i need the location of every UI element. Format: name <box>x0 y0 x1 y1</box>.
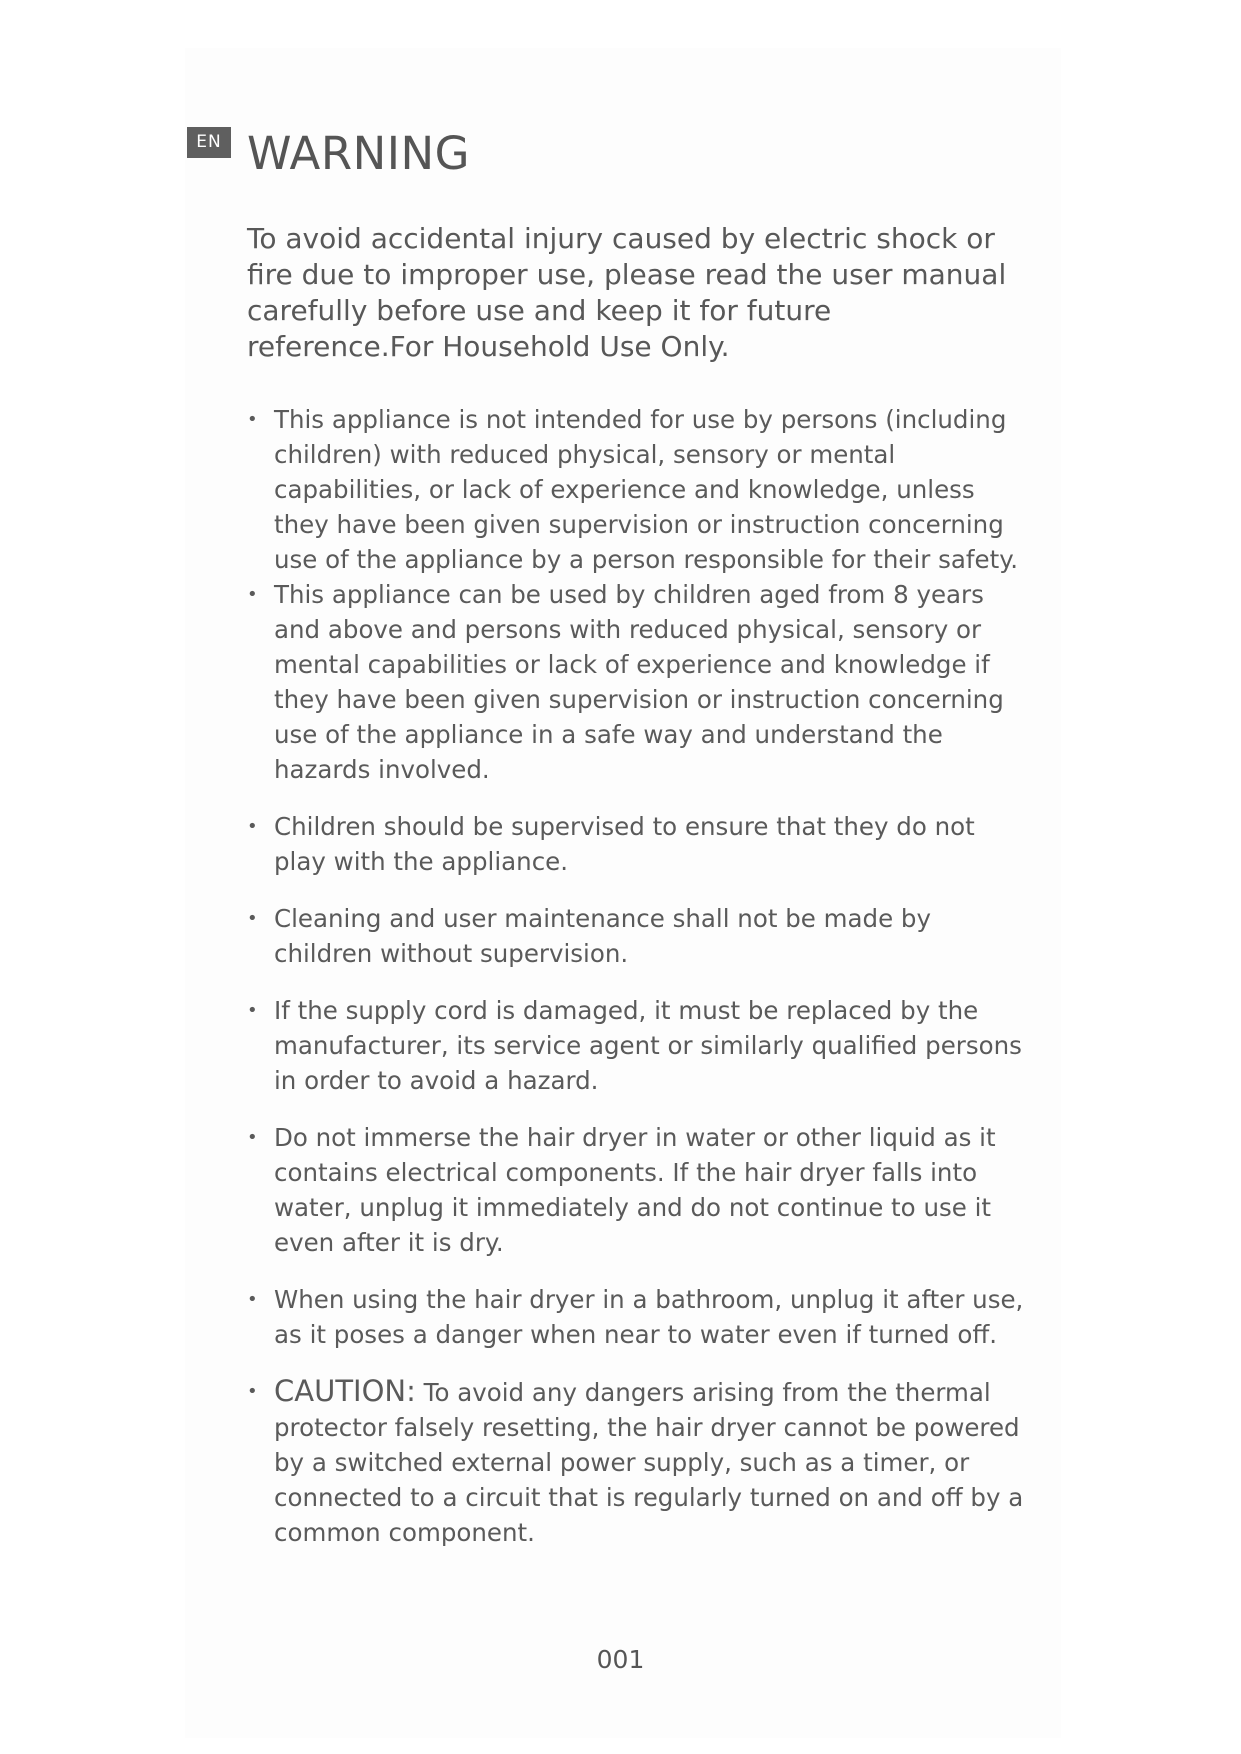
warning-item: • Cleaning and user maintenance shall not be made by children without supervision. <box>247 901 1027 971</box>
page-number: 001 <box>596 1645 645 1674</box>
warning-list <box>247 402 1027 1550</box>
warning-item: • Do not immerse the hair dryer in water or other liquid as it contains electrical components. If the hair dryer falls into water, unplug it immediately and do not continue to use it even after it is dry. <box>247 1120 1027 1260</box>
caution-item <box>247 1374 1027 1550</box>
page-title: WARNING <box>247 127 471 180</box>
warning-item: • This appliance is not intended for use by persons (including children) with reduced physical, sensory or mental capabilities, or lack of experience and knowledge, unless they have been given supervision or instruction concerning use of the appliance by a person responsible for their safety. <box>247 402 1027 577</box>
language-badge: EN <box>187 127 231 158</box>
warning-item: • Children should be supervised to ensure that they do not play with the appliance. <box>247 809 1027 879</box>
warning-item: • When using the hair dryer in a bathroom, unplug it after use, as it poses a danger when near to water even if turned off. <box>247 1282 1027 1352</box>
caution-text: To avoid any dangers arising from the thermal protector falsely resetting, the hair dryer cannot be powered by a switched external power supply, such as a timer, or connected to a circuit that is regularly turned on and off by a common component. <box>274 1378 1024 1547</box>
intro-paragraph: To avoid accidental injury caused by electric shock or fire due to improper use, please read the user manual carefully before use and keep it for future reference.For Household Use Only. <box>247 222 1007 363</box>
warning-item: • If the supply cord is damaged, it must be replaced by the manufacturer, its service agent or similarly qualified persons in order to avoid a hazard. <box>247 993 1027 1098</box>
warning-item: • This appliance can be used by children aged from 8 years and above and persons with reduced physical, sensory or mental capabilities or lack of experience and knowledge if they have been given supervision or instruction concerning use of the appliance in a safe way and understand the hazards involved. <box>247 577 1027 787</box>
caution-label: CAUTION: <box>274 1374 416 1408</box>
